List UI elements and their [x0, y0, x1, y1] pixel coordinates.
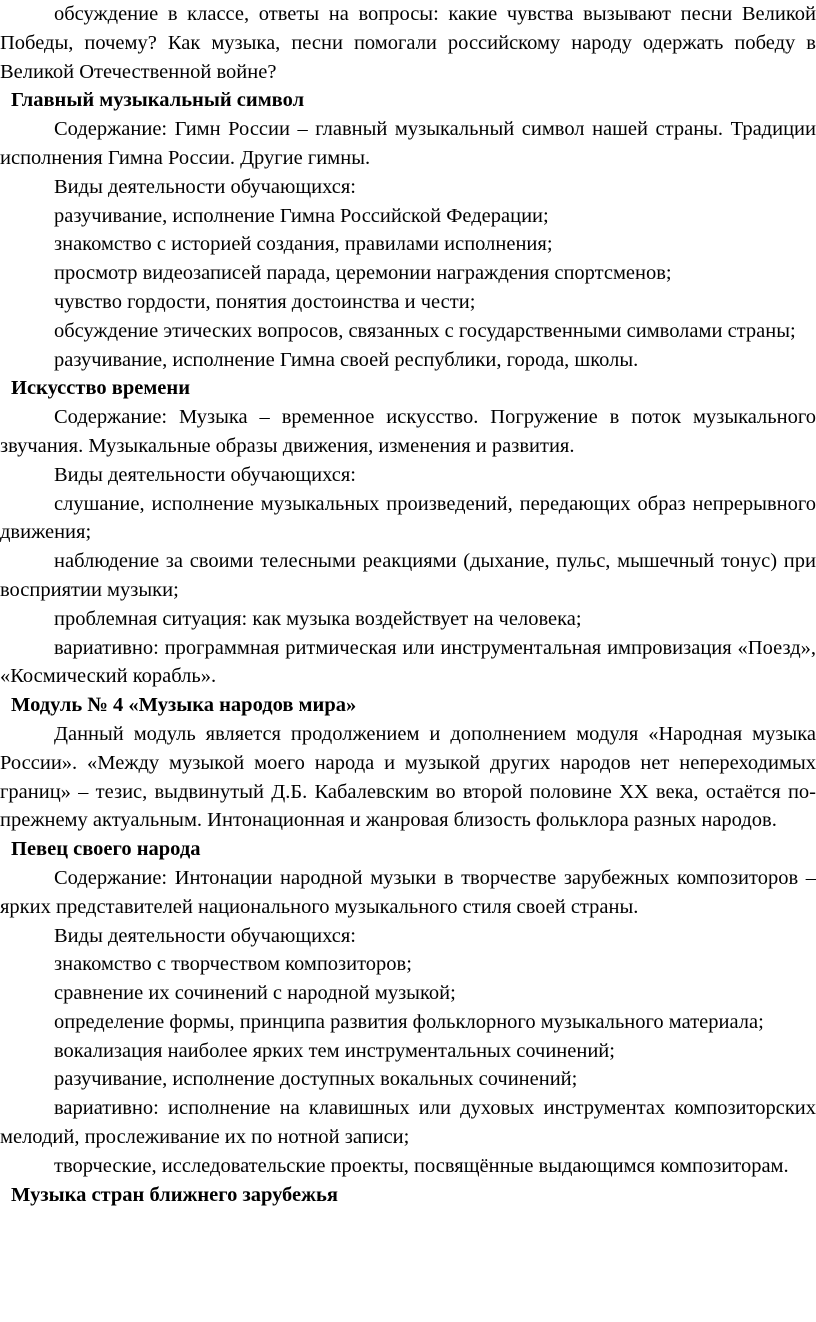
list-item: слушание, исполнение музыкальных произведений, передающих образ непрерывного движения; — [0, 492, 816, 544]
paragraph: Виды деятельности обучающихся: — [54, 175, 356, 198]
paragraph: Содержание: Интонации народной музыки в творчестве зарубежных композиторов – ярких представителей национального музыкального стиля своей страны. — [0, 866, 816, 918]
section-heading: Музыка стран ближнего зарубежья — [11, 1183, 338, 1206]
list-item: вокализация наиболее ярких тем инструментальных сочинений; — [54, 1039, 615, 1062]
paragraph: Виды деятельности обучающихся: — [54, 924, 356, 947]
list-item: знакомство с историей создания, правилами исполнения; — [54, 233, 553, 256]
list-item: вариативно: исполнение на клавишных или духовых инструментах композиторских мелодий, прослеживание их по нотной записи; — [0, 1097, 816, 1149]
list-item: сравнение их сочинений с народной музыкой; — [54, 982, 456, 1005]
list-item: разучивание, исполнение Гимна своей республики, города, школы. — [54, 348, 639, 371]
list-item: чувство гордости, понятия достоинства и чести; — [54, 290, 476, 313]
list-item: разучивание, исполнение доступных вокальных сочинений; — [54, 1068, 578, 1091]
paragraph: Содержание: Музыка – временное искусство. Погружение в поток музыкального звучания. Музыкальные образы движения, изменения и развития. — [0, 406, 816, 457]
list-item: проблемная ситуация: как музыка воздействует на человека; — [54, 607, 582, 630]
paragraph: Данный модуль является продолжением и дополнением модуля «Народная музыка России». «Между музыкой моего народа и музыкой других народов нет непереходимых границ» – тезис, выдвинутый Д.Б. Кабалевским во второй половине XX века, остаётся по-прежнему актуальным. Интонационная и жанровая близость фольклора разных народов. — [0, 722, 816, 832]
list-item: наблюдение за своими телесными реакциями (дыхание, пульс, мышечный тонус) при восприятии музыки; — [0, 550, 816, 601]
list-item: разучивание, исполнение Гимна Российской Федерации; — [54, 204, 549, 227]
section-heading: Певец своего народа — [11, 838, 201, 861]
list-item: вариативно: программная ритмическая или инструментальная импровизация «Поезд», «Космический корабль». — [0, 636, 816, 688]
paragraph: Виды деятельности обучающихся: — [54, 463, 356, 486]
list-item: творческие, исследовательские проекты, посвящённые выдающимся композиторам. — [54, 1154, 789, 1177]
module-heading: Модуль № 4 «Музыка народов мира» — [11, 694, 357, 717]
paragraph: обсуждение в классе, ответы на вопросы: какие чувства вызывают песни Великой Победы, почему? Как музыка, песни помогали российскому народу одержать победу в Великой Отечественной войне? — [0, 3, 816, 83]
section-heading: Искусство времени — [11, 377, 191, 400]
paragraph: Содержание: Гимн России – главный музыкальный символ нашей страны. Традиции исполнения Гимна России. Другие гимны. — [0, 118, 816, 169]
list-item: обсуждение этических вопросов, связанных с государственными символами страны; — [54, 319, 796, 342]
section-heading: Главный музыкальный символ — [11, 89, 305, 112]
list-item: просмотр видеозаписей парада, церемонии награждения спортсменов; — [54, 262, 672, 285]
list-item: определение формы, принципа развития фольклорного музыкального материала; — [54, 1010, 764, 1033]
list-item: знакомство с творчеством композиторов; — [54, 953, 412, 976]
